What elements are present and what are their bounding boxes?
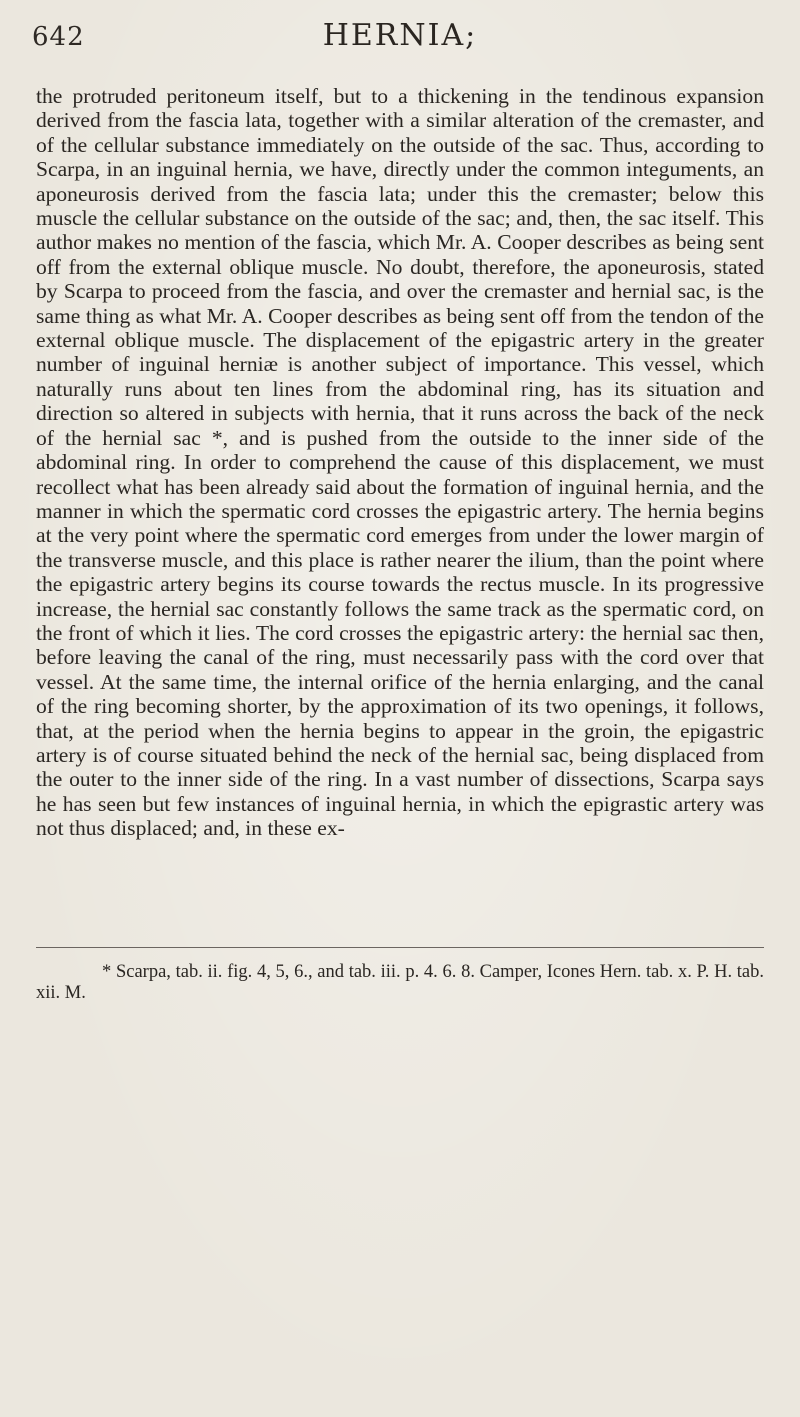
running-title: HERNIA; — [322, 18, 478, 53]
footnote-divider — [36, 947, 764, 948]
footnote: * Scarpa, tab. ii. fig. 4, 5, 6., and tab. iii. p. 4. 6. 8. Camper, Icones Hern. tab. x. P. H. tab. xii. M. — [36, 962, 764, 1003]
running-head — [26, 14, 774, 74]
body-paragraph: the protruded peritoneum itself, but to a thickening in the tendinous expansion derived from the fascia lata, together with a similar alteration of the cremaster, and of the cellular substance immediately on the outside of the sac. Thus, according to Scarpa, in an inguinal hernia, we have, directly under the common integuments, an aponeurosis derived from the fascia lata; under this the cremaster; below this muscle the cellular substance on the outside of the sac; and, then, the sac itself. This author makes no mention of the fascia, which Mr. A. Cooper describes as being sent off from the external oblique muscle. No doubt, therefore, the aponeurosis, stated by Scarpa to proceed from the fascia, and over the cremaster and hernial sac, is the same thing as what Mr. A. Cooper describes as being sent off from the tendon of the external oblique muscle. The displacement of the epigastric artery in the greater number of inguinal herniæ is another subject of importance. This vessel, which naturally runs about ten lines from the abdominal ring, has its situation and direction so altered in subjects with hernia, that it runs across the back of the neck of the hernial sac *, and is pushed from the outside to the inner side of the abdominal ring. In order to comprehend the cause of this displacement, we must recollect what has been already said about the formation of inguinal hernia, and the manner in which the spermatic cord crosses the epigastric artery. The hernia begins at the very point where the spermatic cord emerges from under the lower margin of the transverse muscle, and this place is rather nearer the ilium, than the point where the epigastric artery begins its course towards the rectus muscle. In its progressive increase, the hernial sac constantly follows the same track as the spermatic cord, on the front of which it lies. The cord crosses the epigastric artery: the hernial sac then, before leaving the canal of the ring, must necessarily pass with the cord over that vessel. At the same time, the internal orifice of the hernia enlarging, and the canal of the ring becoming shorter, by the approximation of its two openings, it follows, that, at the period when the hernia begins to appear in the groin, the epigastric artery is of course situated behind the neck of the hernial sac, being displaced from the outer to the inner side of the ring. In a vast number of dissections, Scarpa says he has seen but few instances of inguinal hernia, in which the epigrastic artery was not thus displaced; and, in these ex- — [36, 84, 764, 841]
page-number: 642 — [32, 22, 85, 52]
